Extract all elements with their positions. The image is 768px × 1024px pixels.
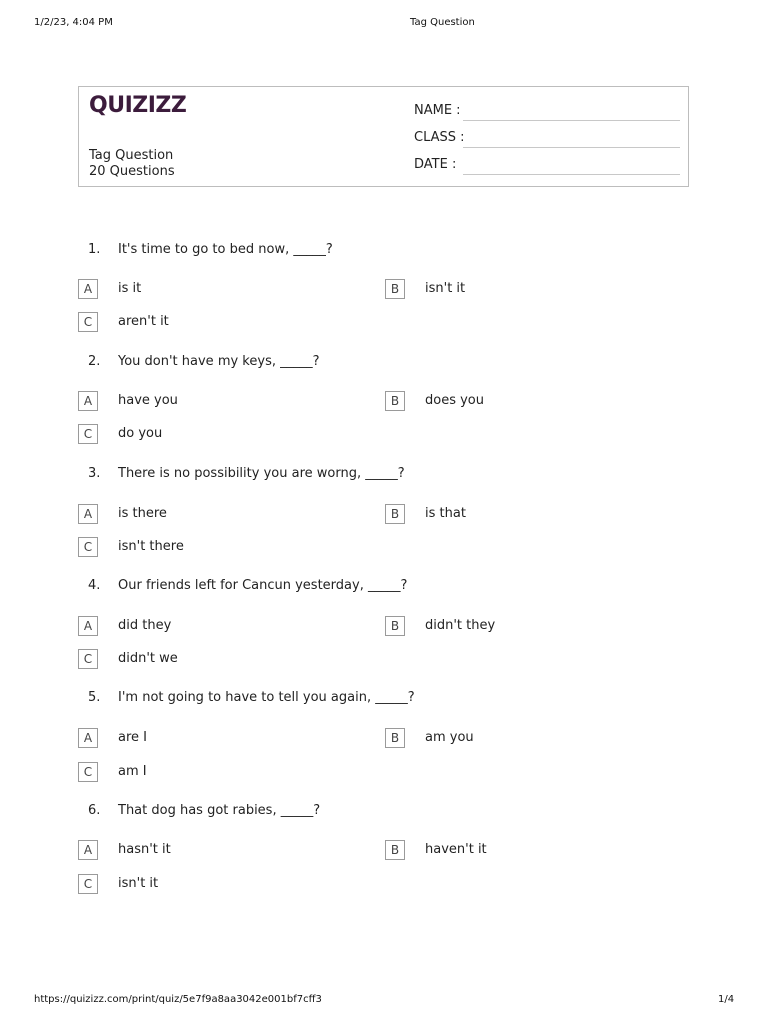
option-letter-box: B [385, 616, 405, 636]
option-text: is it [118, 281, 142, 296]
question-number: 2. [88, 354, 101, 369]
option-text: does you [425, 393, 484, 408]
question-text: There is no possibility you are worng, _____? [118, 466, 405, 481]
option-letter-box: C [78, 649, 98, 669]
question-text: I'm not going to have to tell you again, _____? [118, 690, 415, 705]
name-field[interactable] [463, 120, 680, 121]
question-number: 3. [88, 466, 101, 481]
option-text: haven't it [425, 842, 487, 857]
quizizz-logo: QUIZIZZ [89, 93, 187, 118]
question-count: 20 Questions [89, 164, 175, 179]
option-text: isn't it [425, 281, 466, 296]
option-letter-box: C [78, 312, 98, 332]
print-url: https://quizizz.com/print/quiz/5e7f9a8aa3042e001bf7cff3 [34, 994, 322, 1005]
option-letter-box: B [385, 391, 405, 411]
option-letter-box: B [385, 728, 405, 748]
option-text: isn't it [118, 876, 159, 891]
option-text: are I [118, 730, 147, 745]
option-letter-box: A [78, 616, 98, 636]
option-letter-box: C [78, 537, 98, 557]
option-text: hasn't it [118, 842, 171, 857]
quiz-header-box [78, 86, 689, 187]
question-number: 6. [88, 803, 101, 818]
option-text: isn't there [118, 539, 184, 554]
print-datetime: 1/2/23, 4:04 PM [34, 17, 113, 28]
question-text: It's time to go to bed now, _____? [118, 242, 333, 257]
date-label: DATE : [414, 157, 457, 172]
option-letter-box: C [78, 424, 98, 444]
question-text: That dog has got rabies, _____? [118, 803, 321, 818]
option-text: am I [118, 764, 147, 779]
option-text: is there [118, 506, 167, 521]
option-letter-box: A [78, 391, 98, 411]
option-text: didn't they [425, 618, 496, 633]
question-number: 1. [88, 242, 101, 257]
option-letter-box: A [78, 728, 98, 748]
option-letter-box: A [78, 840, 98, 860]
option-text: have you [118, 393, 178, 408]
option-text: is that [425, 506, 466, 521]
option-letter-box: C [78, 762, 98, 782]
option-letter-box: C [78, 874, 98, 894]
option-text: am you [425, 730, 474, 745]
quiz-title: Tag Question [89, 148, 174, 163]
date-field[interactable] [463, 174, 680, 175]
option-text: did they [118, 618, 172, 633]
option-text: do you [118, 426, 163, 441]
option-text: aren't it [118, 314, 169, 329]
option-letter-box: B [385, 504, 405, 524]
option-text: didn't we [118, 651, 178, 666]
question-text: Our friends left for Cancun yesterday, _____? [118, 578, 408, 593]
option-letter-box: A [78, 279, 98, 299]
print-page-number: 1/4 [718, 994, 735, 1005]
option-letter-box: A [78, 504, 98, 524]
name-label: NAME : [414, 103, 461, 118]
question-number: 5. [88, 690, 101, 705]
question-text: You don't have my keys, _____? [118, 354, 320, 369]
class-label: CLASS : [414, 130, 465, 145]
print-page-title: Tag Question [410, 17, 475, 28]
option-letter-box: B [385, 279, 405, 299]
option-letter-box: B [385, 840, 405, 860]
question-number: 4. [88, 578, 101, 593]
class-field[interactable] [463, 147, 680, 148]
